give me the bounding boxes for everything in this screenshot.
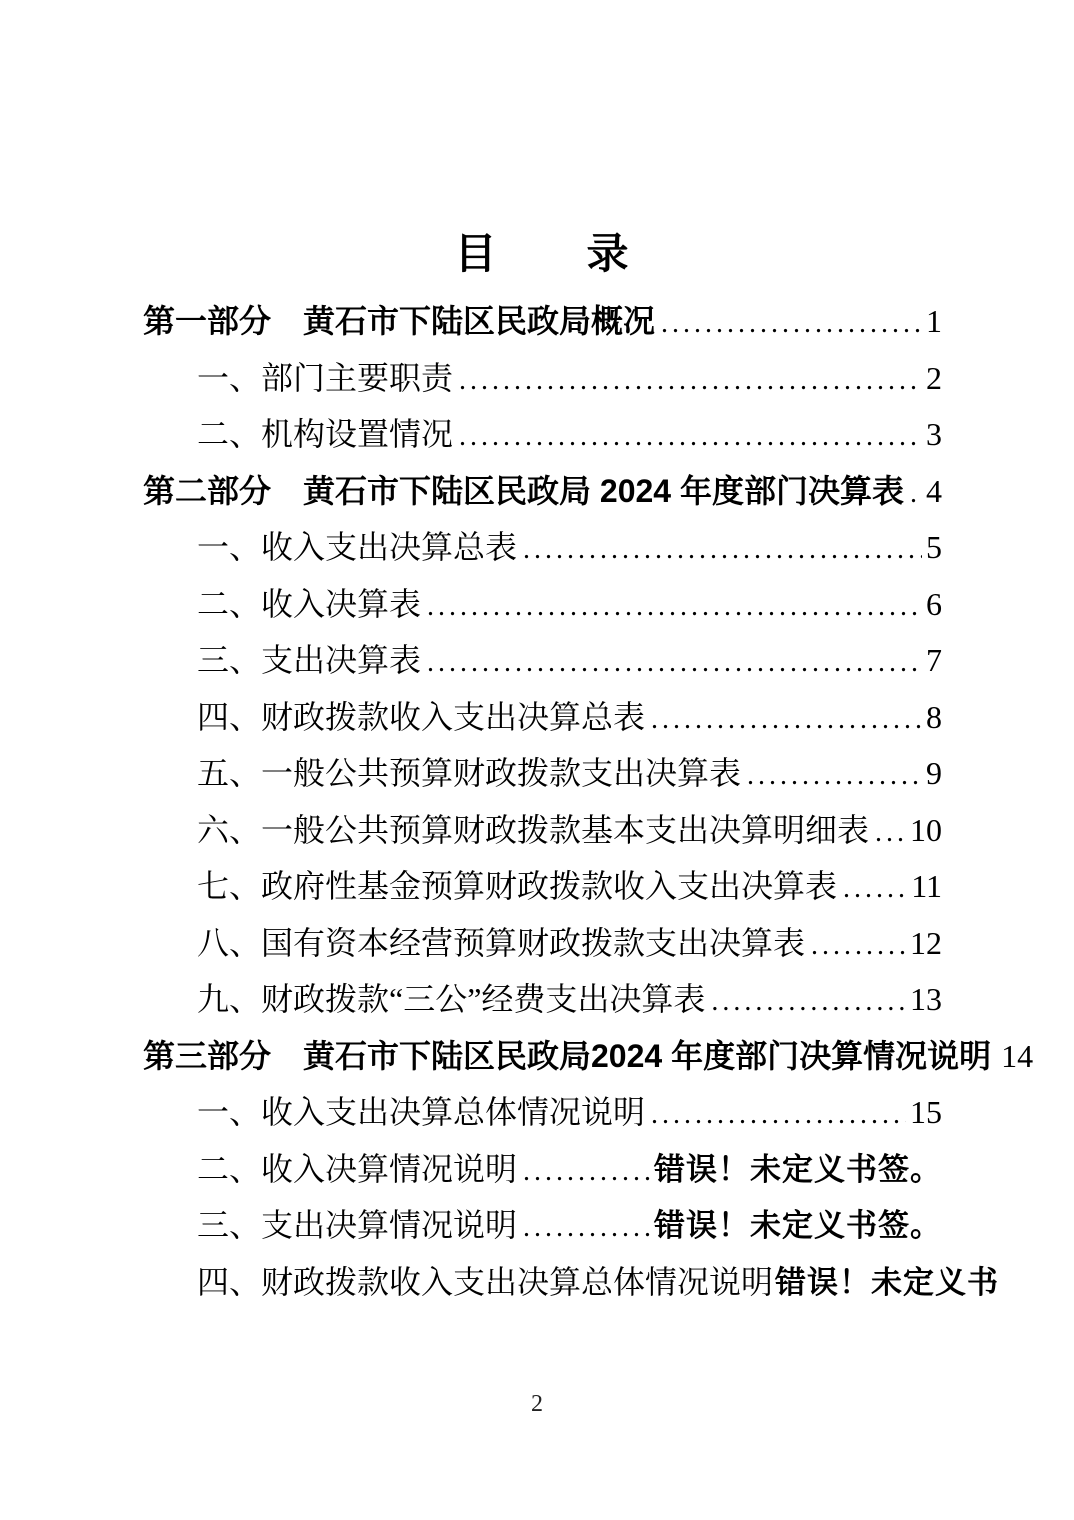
- toc-page-number: 4: [926, 472, 942, 509]
- toc-entry[interactable]: [143, 742, 942, 799]
- toc-page-number: 9: [926, 755, 942, 791]
- toc-page-number: 11: [911, 868, 942, 904]
- toc-entry-part3[interactable]: [143, 1025, 1034, 1082]
- toc-entry[interactable]: [143, 686, 942, 743]
- toc-dot-leader: [459, 361, 922, 401]
- toc-entry[interactable]: [143, 1138, 942, 1195]
- page-title: 目 录: [454, 232, 631, 278]
- toc-dot-leader: [910, 474, 922, 514]
- toc-entry-part1[interactable]: [143, 290, 942, 347]
- toc-entry-part2[interactable]: [143, 460, 942, 517]
- toc-entry[interactable]: [143, 1251, 1000, 1308]
- toc-dot-leader: [711, 982, 906, 1022]
- toc-page-number: 12: [910, 924, 942, 961]
- toc-page-number: 13: [910, 981, 942, 1017]
- toc-page-number: 3: [926, 416, 942, 452]
- toc-dot-leader: [427, 587, 922, 627]
- toc-entry-label: 七、政府性基金预算财政拨款收入支出决算表: [197, 868, 838, 904]
- toc-entry-label: 四、财政拨款收入支出决算总体情况说明: [197, 1263, 774, 1300]
- toc-dot-leader: [523, 1208, 650, 1248]
- toc-dot-leader: [875, 813, 906, 853]
- toc-dot-leader: [661, 304, 922, 344]
- toc-entry-label: 六、一般公共预算财政拨款基本支出决算明细表: [197, 811, 870, 848]
- toc-page-number: 15: [910, 1094, 942, 1130]
- toc-entry-label: 三、支出决算表: [197, 642, 422, 678]
- toc-entry-label: 三、支出决算情况说明: [197, 1207, 518, 1243]
- toc-page-number: 2: [926, 359, 942, 396]
- toc-dot-leader: [747, 756, 922, 796]
- toc-entry[interactable]: [143, 855, 942, 912]
- toc-entry-label: 第一部分 黄石市下陆区民政局概况: [143, 303, 656, 339]
- toc-error-bookmark-text: 错误！未定义书签。: [654, 1208, 942, 1243]
- toc-entry[interactable]: [143, 1194, 942, 1251]
- toc-dot-leader: [811, 926, 906, 966]
- toc-entry-label: 一、部门主要职责: [197, 359, 454, 396]
- toc-entry-label: 四、财政拨款收入支出决算总表: [197, 698, 646, 735]
- toc-entry[interactable]: [143, 347, 942, 404]
- toc-dot-leader: [651, 700, 922, 740]
- toc-entry-label: 一、收入支出决算总表: [197, 529, 518, 565]
- toc-dot-leader: [843, 869, 907, 909]
- page-footer: [0, 1391, 1074, 1418]
- toc-page-number: 14: [1001, 1037, 1034, 1074]
- toc-entry-label: 九、财政拨款“三公”经费支出决算表: [197, 981, 706, 1017]
- toc-page-number: 5: [926, 529, 942, 565]
- toc-dot-leader: [459, 417, 922, 457]
- toc-entry[interactable]: [143, 516, 942, 573]
- toc-entry-label: 二、机构设置情况: [197, 416, 454, 452]
- toc-entry[interactable]: [143, 573, 942, 630]
- toc-page-number: 10: [910, 811, 942, 848]
- toc-entry-label: 第三部分 黄石市下陆区民政局2024 年度部门决算情况说明: [143, 1037, 992, 1074]
- toc-entry-label: 一、收入支出决算总体情况说明: [197, 1094, 646, 1130]
- toc-dot-leader: [523, 1152, 650, 1192]
- toc-page-number: 8: [926, 698, 942, 735]
- toc-page-number: 1: [926, 303, 942, 339]
- toc-entry[interactable]: [143, 968, 942, 1025]
- toc-entry[interactable]: [143, 912, 942, 969]
- toc-entry-label: 五、一般公共预算财政拨款支出决算表: [197, 755, 742, 791]
- toc-entry[interactable]: [143, 1081, 942, 1138]
- toc-page-number: 7: [926, 642, 942, 678]
- toc-dot-leader: [523, 530, 922, 570]
- toc-error-bookmark-text: 错误！未定义书: [775, 1264, 1000, 1300]
- table-of-contents: [143, 290, 1034, 1307]
- toc-dot-leader: [651, 1095, 906, 1135]
- toc-page-number: 6: [926, 585, 942, 622]
- toc-entry[interactable]: [143, 403, 942, 460]
- footer-page-number: 2: [531, 1391, 543, 1417]
- toc-entry-label: 二、收入决算表: [197, 585, 422, 622]
- toc-error-bookmark-text: 错误！未定义书签。: [654, 1151, 942, 1187]
- toc-entry-label: 二、收入决算情况说明: [197, 1150, 518, 1187]
- toc-dot-leader: [427, 643, 922, 683]
- toc-entry[interactable]: [143, 629, 942, 686]
- toc-entry-label: 第二部分 黄石市下陆区民政局 2024 年度部门决算表: [143, 472, 904, 509]
- toc-entry-label: 八、国有资本经营预算财政拨款支出决算表: [197, 924, 806, 961]
- toc-entry[interactable]: [143, 799, 942, 856]
